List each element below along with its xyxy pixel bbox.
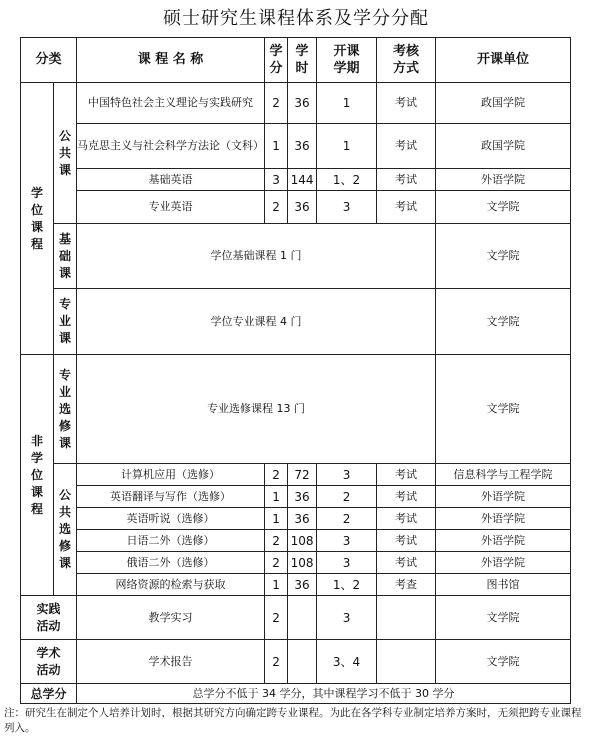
course-semester: 3 — [317, 552, 377, 574]
course-hours: 36 — [288, 574, 317, 596]
table-row — [21, 530, 571, 552]
course-exam: 考试 — [377, 552, 436, 574]
course-table — [20, 37, 571, 704]
course-unit: 图书馆 — [436, 574, 571, 596]
course-unit: 信息科学与工程学院 — [436, 464, 571, 486]
group-academic: 学术活动 — [21, 640, 77, 684]
course-semester: 2 — [317, 486, 377, 508]
course-hours: 108 — [288, 552, 317, 574]
course-name: 英语听说（选修） — [77, 508, 265, 530]
basic-courses-unit: 文学院 — [436, 224, 571, 289]
major-courses-text: 学位专业课程 4 门 — [77, 289, 436, 355]
course-semester: 1、2 — [317, 574, 377, 596]
course-semester: 3 — [317, 464, 377, 486]
course-semester: 3、4 — [317, 640, 377, 684]
course-credits: 2 — [265, 464, 288, 486]
course-unit: 文学院 — [436, 596, 571, 640]
table-row — [21, 552, 571, 574]
course-name: 马克思主义与社会科学方法论（文科） — [77, 124, 265, 169]
total-text: 总学分不低于 34 学分，其中课程学习不低于 30 学分 — [77, 684, 571, 704]
course-semester: 3 — [317, 596, 377, 640]
page-title: 硕士研究生课程体系及学分分配 — [163, 8, 429, 29]
group-practice: 实践活动 — [21, 596, 77, 640]
course-hours: 36 — [288, 191, 317, 224]
course-exam: 考试 — [377, 530, 436, 552]
table-row — [21, 486, 571, 508]
course-semester: 1 — [317, 83, 377, 124]
group-non-degree: 非学位课程 — [21, 355, 54, 596]
course-name: 俄语二外（选修） — [77, 552, 265, 574]
course-credits: 3 — [265, 169, 288, 191]
course-credits: 2 — [265, 530, 288, 552]
header-exam: 考核方式 — [377, 38, 436, 83]
table-row — [21, 224, 571, 289]
major-courses-unit: 文学院 — [436, 289, 571, 355]
table-row — [21, 508, 571, 530]
header-unit: 开课单位 — [436, 38, 571, 83]
course-credits: 1 — [265, 124, 288, 169]
course-exam — [377, 640, 436, 684]
course-exam: 考试 — [377, 464, 436, 486]
course-exam: 考试 — [377, 486, 436, 508]
course-exam: 考试 — [377, 83, 436, 124]
course-exam: 考试 — [377, 124, 436, 169]
course-semester: 3 — [317, 191, 377, 224]
table-row — [21, 596, 571, 640]
group-public: 公共课 — [54, 83, 77, 224]
course-credits: 1 — [265, 508, 288, 530]
course-unit: 外语学院 — [436, 169, 571, 191]
table-row — [21, 124, 571, 169]
course-exam: 考试 — [377, 191, 436, 224]
course-exam: 考试 — [377, 508, 436, 530]
course-unit: 外语学院 — [436, 530, 571, 552]
group-degree: 学位课程 — [21, 83, 54, 355]
course-hours: 36 — [288, 486, 317, 508]
table-row — [21, 289, 571, 355]
course-unit: 外语学院 — [436, 486, 571, 508]
course-hours: 36 — [288, 124, 317, 169]
course-semester: 2 — [317, 508, 377, 530]
course-unit: 文学院 — [436, 640, 571, 684]
course-hours: 36 — [288, 508, 317, 530]
course-name: 网络资源的检索与获取 — [77, 574, 265, 596]
group-basic: 基础课 — [54, 224, 77, 289]
table-row — [21, 464, 571, 486]
header-semester: 开课学期 — [317, 38, 377, 83]
major-electives-text: 专业选修课程 13 门 — [77, 355, 436, 464]
course-exam: 考试 — [377, 169, 436, 191]
course-credits: 2 — [265, 191, 288, 224]
course-credits: 1 — [265, 574, 288, 596]
group-total: 总学分 — [21, 684, 77, 704]
course-name: 计算机应用（选修） — [77, 464, 265, 486]
course-hours: 144 — [288, 169, 317, 191]
course-hours — [288, 596, 317, 640]
table-row — [21, 83, 571, 124]
table-row — [21, 191, 571, 224]
course-name: 日语二外（选修） — [77, 530, 265, 552]
basic-courses-text: 学位基础课程 1 门 — [77, 224, 436, 289]
course-hours — [288, 640, 317, 684]
major-electives-unit: 文学院 — [436, 355, 571, 464]
course-credits: 2 — [265, 596, 288, 640]
course-semester: 3 — [317, 530, 377, 552]
course-credits: 2 — [265, 552, 288, 574]
course-name: 基础英语 — [77, 169, 265, 191]
course-hours: 36 — [288, 83, 317, 124]
course-exam — [377, 596, 436, 640]
course-name: 中国特色社会主义理论与实践研究 — [77, 83, 265, 124]
course-unit: 外语学院 — [436, 508, 571, 530]
group-major: 专业课 — [54, 289, 77, 355]
group-major-elective: 专业选修课 — [54, 355, 77, 464]
group-public-elective: 公共选修课 — [54, 464, 77, 596]
course-unit: 外语学院 — [436, 552, 571, 574]
course-name: 教学实习 — [77, 596, 265, 640]
course-credits: 2 — [265, 640, 288, 684]
course-exam: 考查 — [377, 574, 436, 596]
table-row — [21, 640, 571, 684]
header-credits: 学分 — [265, 38, 288, 83]
course-hours: 108 — [288, 530, 317, 552]
course-credits: 1 — [265, 486, 288, 508]
footnote: 注：研究生在制定个人培养计划时，根据其研究方向确定跨专业课程。为此在各学科专业制定培养方案时，无须把跨专业课程列入。 — [4, 707, 582, 734]
header-course-name: 课 程 名 称 — [77, 38, 265, 83]
course-semester: 1、2 — [317, 169, 377, 191]
header-category: 分类 — [21, 38, 77, 83]
course-unit: 政国学院 — [436, 83, 571, 124]
table-row — [21, 574, 571, 596]
course-unit: 政国学院 — [436, 124, 571, 169]
header-hours: 学时 — [288, 38, 317, 83]
table-row — [21, 684, 571, 704]
course-hours: 72 — [288, 464, 317, 486]
course-unit: 文学院 — [436, 191, 571, 224]
header-row — [21, 38, 571, 83]
course-semester: 1 — [317, 124, 377, 169]
course-credits: 2 — [265, 83, 288, 124]
course-name: 专业英语 — [77, 191, 265, 224]
table-row — [21, 169, 571, 191]
course-name: 学术报告 — [77, 640, 265, 684]
course-name: 英语翻译与写作（选修） — [77, 486, 265, 508]
table-row — [21, 355, 571, 464]
